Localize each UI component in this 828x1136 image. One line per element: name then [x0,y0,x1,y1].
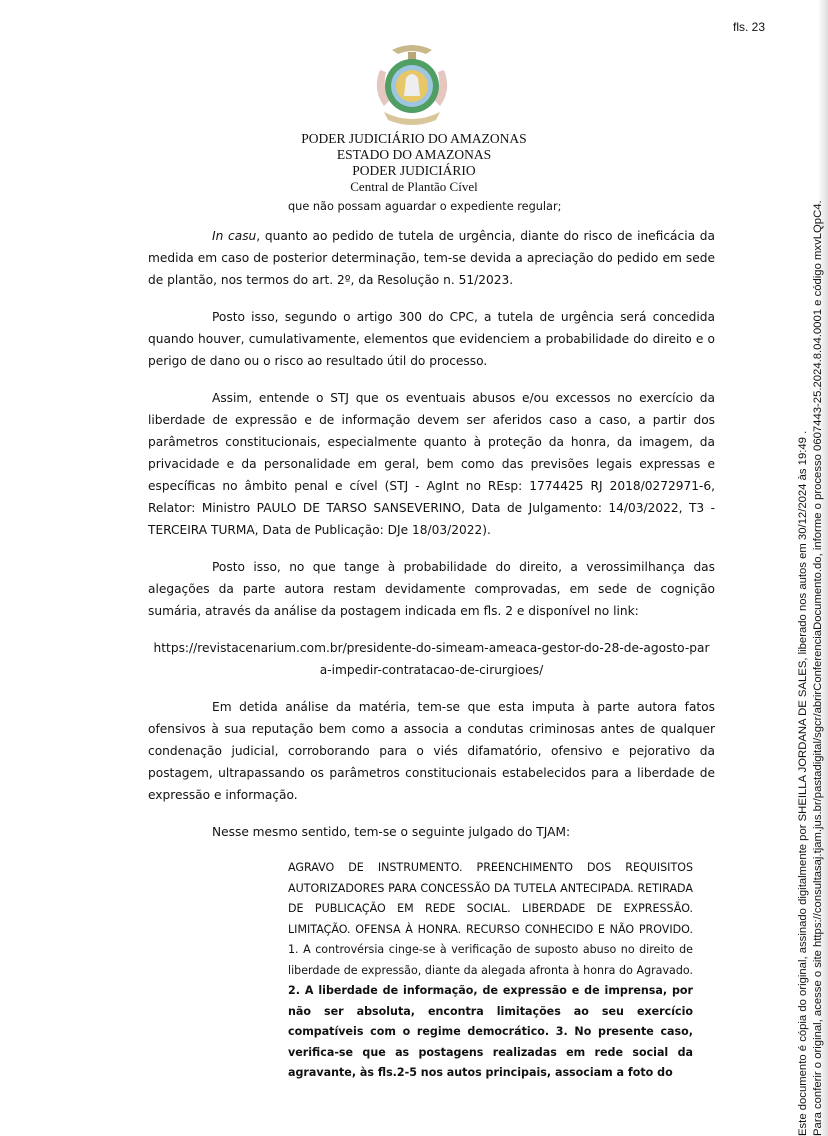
digital-signature-stamp [796,0,826,1136]
paragraph-1 [148,225,715,291]
header-line-1: PODER JUDICIÁRIO DO AMAZONAS [301,131,527,146]
document-content [148,199,715,1084]
paragraph-2: Posto isso, segundo o artigo 300 do CPC, a tutela de urgência será concedida quando houver, cumulativamente, elementos que evidenciem a probabilidade do direito e o perigo de dano ou o risco ao resultado útil do processo. [148,310,715,368]
paragraph-5: Em detida análise da matéria, tem-se que esta imputa à parte autora fatos ofensivos à sua reputação bem como a associa a condutas criminosas antes de qualquer condenação judicial, corroborando para o viés difamatório, ofensivo e pejorativo da postagem, ultrapassando os parâmetros constitucionais estabelecidos para a liberdade de expressão e informação. [148,700,715,802]
stamp-line-1: Este documento é cópia do original, assinado digitalmente por SHEILLA JORDANA DE SALES, liberado nos autos em 30/12/2024 às 19:49 . [797,430,809,1136]
header-line-3: PODER JUDICIÁRIO [352,163,476,178]
page-number: fls. 23 [733,20,766,34]
article-link: https://revistacenarium.com.br/presidente-do-simeam-ameaca-gestor-do-28-de-agosto-para-impedir-contratacao-de-cirurgioes/ [153,641,710,677]
paragraph-4: Posto isso, no que tange à probabilidade do direito, a verossimilhança das alegações da parte autora restam devidamente comprovadas, em sede de cognição sumária, através da análise da postagem indicada em fls. 2 e disponível no link: [148,560,715,618]
header-line-4: Central de Plantão Cível [350,179,478,194]
document-body [148,225,715,843]
stamp-line-2: Para conferir o original, acesse o site https://consultasaj.tjam.jus.br/pastadigital/sgcr/abrirConferenciaDocumento.do, informe o processo 0607443-25.2024.8.04.0001 e código mxvLQpC4. [812,200,824,1136]
state-seal-logo [370,40,454,128]
paragraph-3: Assim, entende o STJ que os eventuais abusos e/ou excessos no exercício da liberdade de expressão e de informação devem ser aferidos caso a caso, a partir dos parâmetros constitucionais, especialmente quanto à proteção da honra, da imagem, da privacidade e da personalidade em geral, bem como das previsões legais expressas e específicas no âmbito penal e cível (STJ - AgInt no REsp: 1774425 RJ 2018/0272971-6, Relator: Ministro PAULO DE TARSO SANSEVERINO, Data de Julgamento: 14/03/2022, T3 - TERCEIRA TURMA, Data de Publicação: DJe 18/03/2022). [148,391,715,537]
paragraph-1-text: , quanto ao pedido de tutela de urgência, diante do risco de ineficácia da medida em caso de posterior determinação, tem-se devida a apreciação do pedido em sede de plantão, nos termos do art. 2º, da Resolução n. 51/2023. [148,229,715,287]
citation-bold: 2. A liberdade de informação, de expressão e de imprensa, por não ser absoluta, encontra limitações ao seu exercício compatíveis com o regime democrático. 3. No presente caso, verifica-se que as postagens realizadas em rede social da agravante, às fls.2-5 nos autos principais, associam a foto do [288,984,693,1079]
paragraph-1-italic: In casu [212,229,257,243]
citation-normal: AGRAVO DE INSTRUMENTO. PREENCHIMENTO DOS REQUISITOS AUTORIZADORES PARA CONCESSÃO DA TUTELA ANTECIPADA. RETIRADA DE PUBLICAÇÃO EM REDE SOCIAL. LIBERDADE DE EXPRESSÃO. LIMITAÇÃO. OFENSA À HONRA. RECURSO CONHECIDO E NÃO PROVIDO. 1. A controvérsia cinge-se à verificação de suposto abuso no direito de liberdade de expressão, diante da alegada afronta à honra do Agravado. [288,861,693,977]
continuation-text: que não possam aguardar o expediente regular; [288,200,562,213]
document-header [250,131,578,195]
paragraph-6: Nesse mesmo sentido, tem-se o seguinte julgado do TJAM: [212,825,571,839]
jurisprudence-citation [288,858,693,1084]
header-line-2: ESTADO DO AMAZONAS [336,147,492,162]
